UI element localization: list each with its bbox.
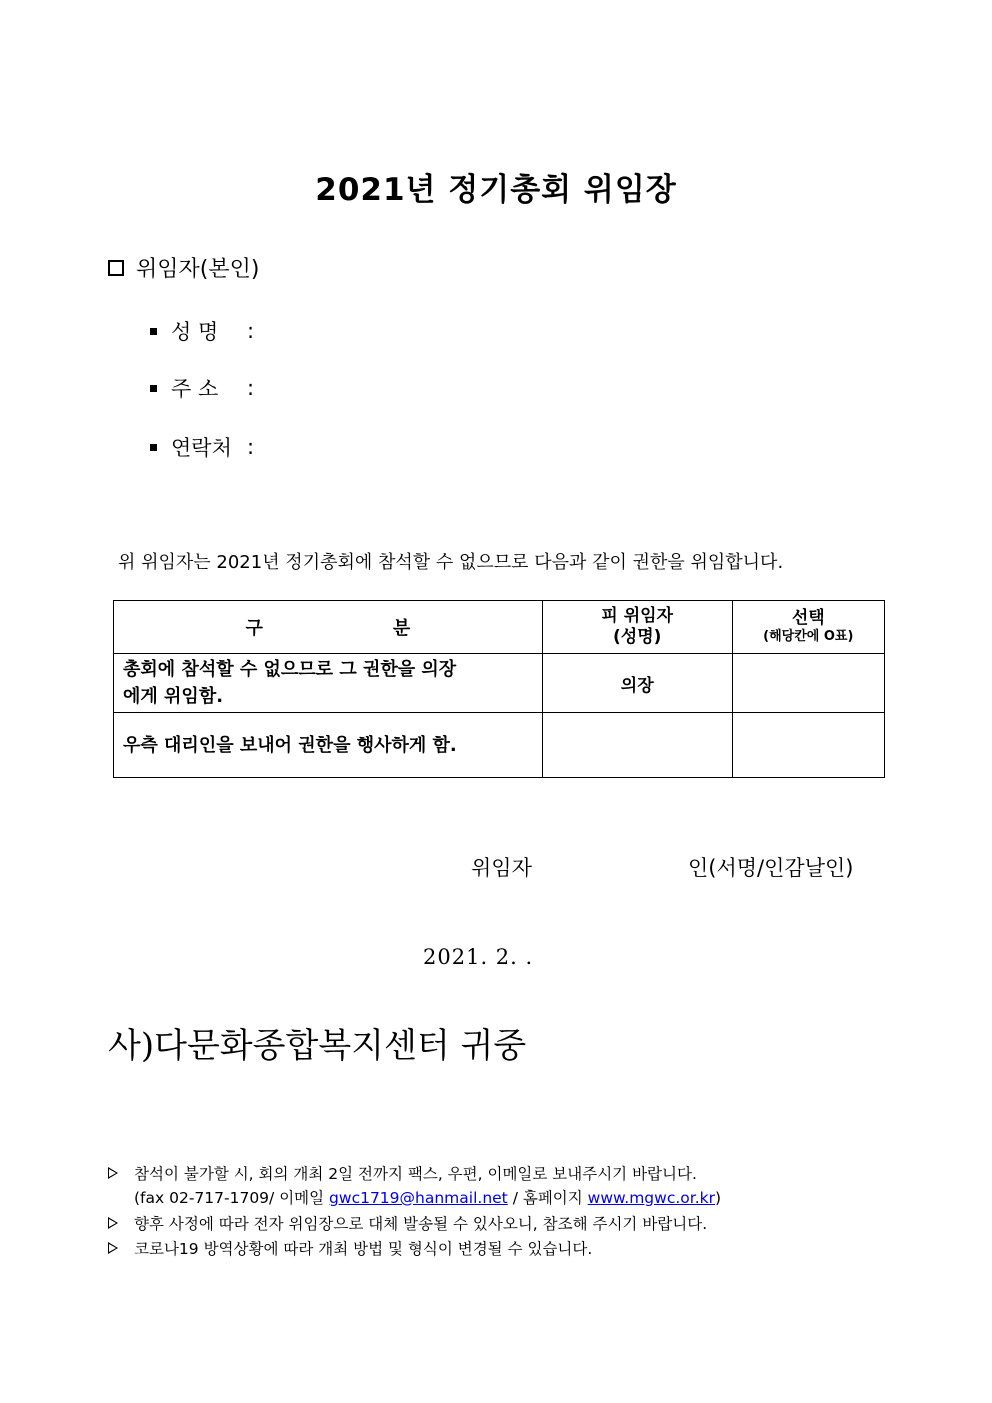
table-row xyxy=(114,654,885,713)
triangle-bullet-icon xyxy=(108,1242,118,1254)
field-name-colon: : xyxy=(247,319,255,343)
email-link[interactable]: gwc1719@hanmail.net xyxy=(329,1189,508,1207)
header-select xyxy=(732,601,884,654)
row2-select-cell[interactable] xyxy=(732,713,884,778)
document-date: 2021. 2. . xyxy=(423,945,534,969)
table-row xyxy=(114,713,885,778)
signer-label: 위임자 xyxy=(471,856,532,880)
seal-label: 인(서명/인감날인) xyxy=(688,856,854,880)
delegation-statement: 위 위임자는 2021년 정기총회에 참석할 수 없으므로 다음과 같이 권한을 위임합니다. xyxy=(118,552,784,573)
recipient: 사)다문화종합복지센터 귀중 xyxy=(108,1026,527,1066)
bullet-square-icon xyxy=(150,444,157,451)
triangle-bullet-icon xyxy=(108,1167,118,1179)
table-header-row xyxy=(114,601,885,654)
header-category-b: 분 xyxy=(392,618,411,639)
note-contact-prefix: (fax 02-717-1709/ 이메일 xyxy=(134,1189,330,1207)
note-contact-mid: / 홈페이지 xyxy=(507,1189,588,1207)
row1-delegate: 의장 xyxy=(542,654,732,713)
header-select-line1: 선택 xyxy=(791,608,825,628)
field-contact-label: 연락처 xyxy=(171,436,232,460)
header-delegate-line2: (성명) xyxy=(613,627,662,647)
note-item xyxy=(108,1162,697,1184)
triangle-bullet-icon xyxy=(108,1217,118,1229)
header-category-a: 구 xyxy=(245,618,263,639)
field-address-colon: : xyxy=(247,376,255,400)
field-name-label: 성 명 xyxy=(171,320,219,344)
header-delegate-line1: 피 위임자 xyxy=(601,606,674,626)
field-address xyxy=(150,373,254,403)
note-text: 코로나19 방역상황에 따라 개최 방법 및 형식이 변경될 수 있습니다. xyxy=(134,1240,593,1258)
section-heading-text: 위임자(본인) xyxy=(136,257,260,282)
note-contact-suffix: ) xyxy=(714,1189,722,1207)
note-text: 참석이 불가할 시, 회의 개최 2일 전까지 팩스, 우편, 이메일로 보내주시기 바랍니다. xyxy=(134,1165,697,1183)
header-category xyxy=(114,601,543,654)
header-delegate xyxy=(542,601,732,654)
row1-description-line2: 에게 위임함. xyxy=(123,686,224,707)
field-contact xyxy=(150,432,254,462)
bullet-square-icon xyxy=(150,385,157,392)
row1-description xyxy=(114,654,543,713)
row2-description xyxy=(114,713,543,778)
checkbox-square-icon xyxy=(108,260,124,276)
delegation-table xyxy=(113,600,885,778)
field-contact-colon: : xyxy=(247,435,255,459)
bullet-square-icon xyxy=(150,328,157,335)
row1-select-cell[interactable] xyxy=(732,654,884,713)
note-item xyxy=(108,1237,592,1259)
note-item xyxy=(108,1212,707,1234)
homepage-link[interactable]: www.mgwc.or.kr xyxy=(587,1189,715,1207)
field-name xyxy=(150,316,254,346)
note-text: 향후 사정에 따라 전자 위임장으로 대체 발송될 수 있사오니, 참조해 주시기 바랍니다. xyxy=(134,1215,708,1233)
note-contact-line xyxy=(134,1186,721,1208)
row2-description-line1: 우측 대리인을 보내어 권한을 행사하게 함. xyxy=(123,734,457,756)
header-select-line2: (해당칸에 O표) xyxy=(763,629,854,644)
section-heading xyxy=(108,252,259,283)
row1-description-line1: 총회에 참석할 수 없으므로 그 권한을 의장 xyxy=(123,659,457,680)
field-address-label: 주 소 xyxy=(171,377,219,401)
document-title: 2021년 정기총회 위임장 xyxy=(315,172,677,208)
row2-delegate-cell[interactable] xyxy=(542,713,732,778)
